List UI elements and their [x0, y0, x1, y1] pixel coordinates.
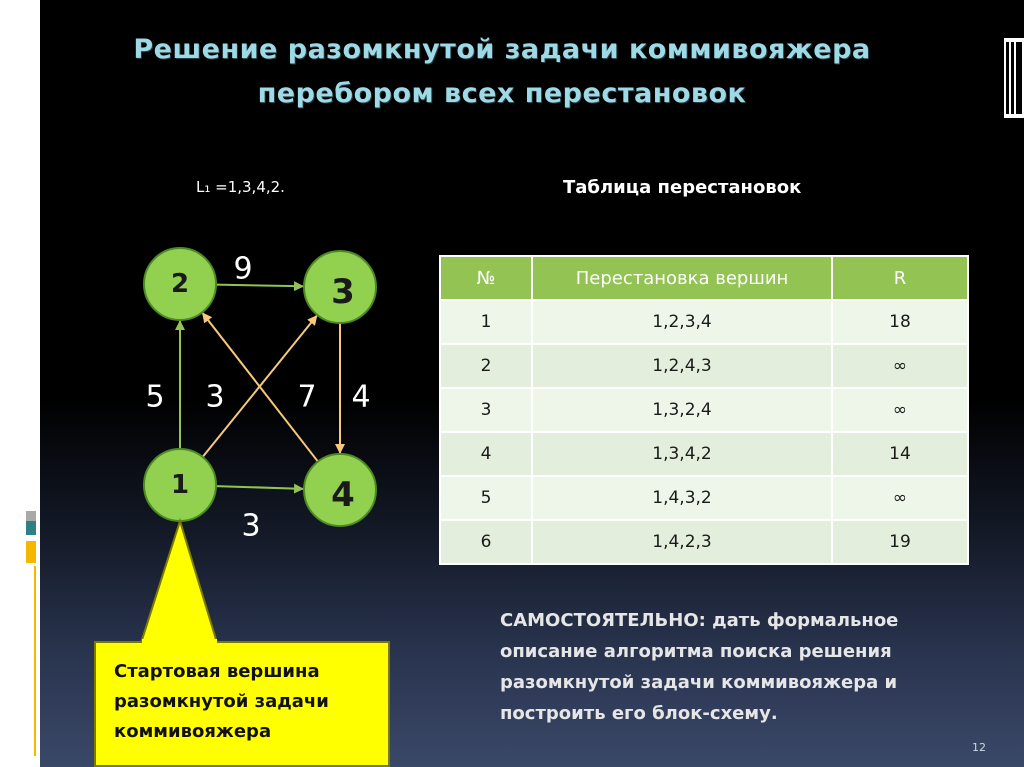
cell-r: 18 [832, 300, 968, 344]
cell-number: 1 [440, 300, 532, 344]
cell-permutation: 1,3,2,4 [532, 388, 832, 432]
assignment-text [500, 605, 980, 729]
callout-text [114, 657, 384, 747]
cell-r: ∞ [832, 388, 968, 432]
graph-node-label-1: 1 [170, 470, 190, 500]
cell-number: 3 [440, 388, 532, 432]
header-number: № [440, 256, 532, 300]
graph-node-label-4: 4 [331, 475, 355, 515]
cell-permutation: 1,2,4,3 [532, 344, 832, 388]
callout-line-2: разомкнутой задачи [114, 691, 329, 712]
graph-node-label-3: 3 [331, 272, 355, 312]
assignment-line-3: разомкнутой задачи коммивояжера и [500, 672, 898, 693]
cell-number: 4 [440, 432, 532, 476]
cell-r: 14 [832, 432, 968, 476]
callout-line-1: Стартовая вершина [114, 661, 320, 682]
assignment-line-4: построить его блок-схему. [500, 703, 778, 724]
callout-line-3: коммивояжера [114, 721, 272, 742]
cell-permutation: 1,4,2,3 [532, 520, 832, 564]
cell-number: 2 [440, 344, 532, 388]
title-line-1: Решение разомкнутой задачи коммивояжера [133, 34, 871, 65]
cell-permutation: 1,2,3,4 [532, 300, 832, 344]
title-line-2: перебором всех перестановок [257, 78, 747, 109]
edge-weight-3-4: 4 [351, 379, 371, 415]
cell-r: ∞ [832, 344, 968, 388]
edge-weight-1-4: 3 [241, 508, 261, 544]
cell-r: ∞ [832, 476, 968, 520]
cell-r: 19 [832, 520, 968, 564]
assignment-line-1: САМОСТОЯТЕЛЬНО: дать формальное [500, 610, 899, 631]
cell-number: 5 [440, 476, 532, 520]
edge-weight-4-2: 7 [297, 379, 317, 415]
header-r: R [832, 256, 968, 300]
edge-weight-1-2: 5 [145, 379, 165, 415]
table-caption: Таблица перестановок [563, 177, 802, 198]
edge-weight-2-3: 9 [233, 251, 253, 287]
header-permutation: Перестановка вершин [532, 256, 832, 300]
cell-number: 6 [440, 520, 532, 564]
page-number: 12 [972, 741, 986, 754]
graph-node-label-2: 2 [170, 269, 190, 299]
route-label: L₁ =1,3,4,2. [196, 178, 285, 196]
assignment-line-2: описание алгоритма поиска решения [500, 641, 892, 662]
edge-weight-1-3: 3 [205, 379, 225, 415]
cell-permutation: 1,4,3,2 [532, 476, 832, 520]
cell-permutation: 1,3,4,2 [532, 432, 832, 476]
